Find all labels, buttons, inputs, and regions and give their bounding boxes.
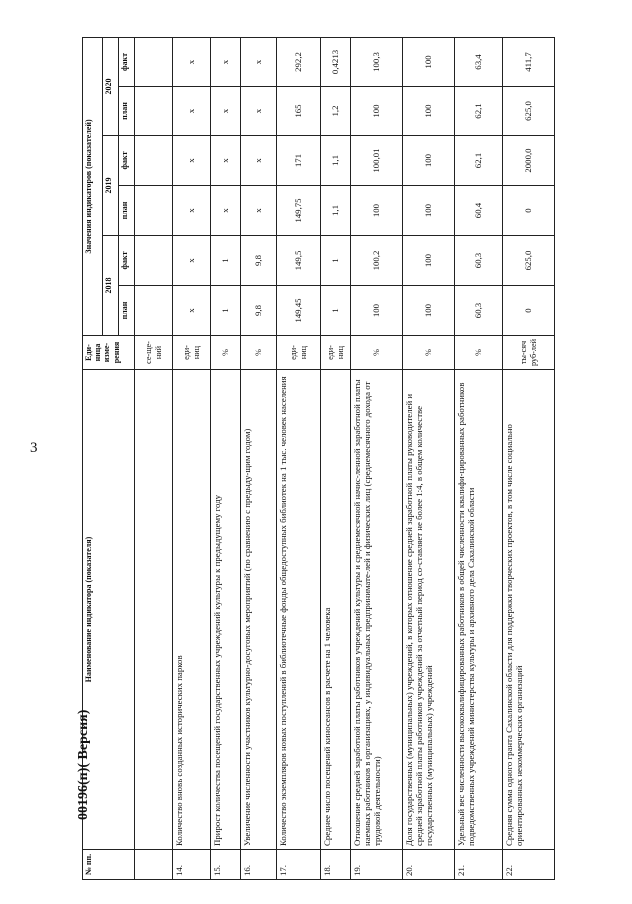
value-cell: 100 <box>403 286 455 336</box>
value-cell: 625,0 <box>503 236 555 286</box>
header-fact: факт <box>119 136 135 186</box>
indicators-table-container <box>82 38 542 880</box>
header-values: Значения индикаторов (показателей) <box>83 37 103 335</box>
row-number: 15. <box>211 850 241 880</box>
table-row <box>211 37 241 879</box>
value-cell: 9,8 <box>241 236 277 286</box>
indicators-table <box>82 37 555 880</box>
value-cell: 1,1 <box>321 186 351 236</box>
indicator-name: Количество экземпляров новых поступлений в библиотечные фонды общедоступных библиотек на 1 тыс. человек населения <box>277 370 321 850</box>
indicator-name: Доля государственных (муниципальных) учреждений, в которых отношение средней заработной платы руководителей и средней заработной платы работников учреждений за отчетный период со-ставляет не более 1:4, в общем количестве государственных (муниципальных) учреждений <box>403 370 455 850</box>
header-plan: план <box>119 186 135 236</box>
value-cell: 60,3 <box>455 286 503 336</box>
header-fact: факт <box>119 236 135 286</box>
table-row <box>403 37 455 879</box>
indicator-name: Средняя сумма одного гранта Сахалинской области для поддержки творческих проектов, в том числе социально ориентированных некоммерческих организаций <box>503 370 555 850</box>
row-number: 18. <box>321 850 351 880</box>
table-row <box>241 37 277 879</box>
row-number: 22. <box>503 850 555 880</box>
value-cell: x <box>173 136 211 186</box>
value-cell: 165 <box>277 87 321 136</box>
row-number: 14. <box>173 850 211 880</box>
header-plan: план <box>119 87 135 136</box>
value-cell: x <box>173 87 211 136</box>
unit-cell: се-ще-ний <box>135 336 173 370</box>
header-fact: факт <box>119 37 135 86</box>
value-cell: 60,3 <box>455 236 503 286</box>
value-cell: 100 <box>351 87 403 136</box>
table-row <box>503 37 555 879</box>
value-cell: x <box>173 236 211 286</box>
value-cell: 1 <box>321 236 351 286</box>
table-row <box>135 37 173 879</box>
value-cell: 149,75 <box>277 186 321 236</box>
value-cell: 0,4213 <box>321 37 351 86</box>
unit-cell: еди-ниц <box>277 336 321 370</box>
row-number: 21. <box>455 850 503 880</box>
value-cell: 100 <box>403 236 455 286</box>
indicator-name: Среднее число посещений киносеансов в расчете на 1 человека <box>321 370 351 850</box>
value-cell: x <box>173 186 211 236</box>
value-cell: 100,2 <box>351 236 403 286</box>
table-row <box>321 37 351 879</box>
unit-cell: % <box>403 336 455 370</box>
value-cell: 411,7 <box>503 37 555 86</box>
value-cell: 1 <box>211 236 241 286</box>
row-number: 19. <box>351 850 403 880</box>
indicator-name: Количество вновь созданных исторических парков <box>173 370 211 850</box>
value-cell: x <box>173 286 211 336</box>
value-cell: 171 <box>277 136 321 186</box>
value-cell: 149,45 <box>277 286 321 336</box>
value-cell: 100 <box>403 37 455 86</box>
value-cell: 0 <box>503 286 555 336</box>
value-cell: 292,2 <box>277 37 321 86</box>
value-cell: x <box>241 186 277 236</box>
row-number: 16. <box>241 850 277 880</box>
value-cell: 1 <box>321 286 351 336</box>
unit-cell: еди-ниц <box>321 336 351 370</box>
value-cell: 2000,0 <box>503 136 555 186</box>
indicator-name: Удельный вес численности высококвалифицированных работников в общей численности квалифи-цированных работников подведомственных учреждений министерства культуры и архивного дела Сахалинской области <box>455 370 503 850</box>
value-cell: x <box>241 87 277 136</box>
table-row <box>277 37 321 879</box>
value-cell: x <box>211 87 241 136</box>
indicator-name: Отношение средней заработной платы работников учреждений культуры и среднемесячной начис-ленной заработной платы наемных работников в организациях, у индивидуальных предпринимате-лей и физических лиц (среднемесячного дохода от трудовой деятельности) <box>351 370 403 850</box>
value-cell: 100 <box>351 286 403 336</box>
unit-cell: % <box>455 336 503 370</box>
value-cell: 100,3 <box>351 37 403 86</box>
page-number: 3 <box>30 440 38 456</box>
unit-cell: % <box>241 336 277 370</box>
header-num: № пп. <box>83 850 135 880</box>
unit-cell: % <box>351 336 403 370</box>
value-cell: 100 <box>403 87 455 136</box>
value-cell: 625,0 <box>503 87 555 136</box>
value-cell: x <box>173 37 211 86</box>
unit-cell: ты-сяч руб-лей <box>503 336 555 370</box>
header-2020: 2020 <box>103 37 119 135</box>
value-cell: 1,2 <box>321 87 351 136</box>
row-number: 20. <box>403 850 455 880</box>
indicator-name: Прирост количества посещений государственных учреждений культуры к предыдущему году <box>211 370 241 850</box>
header-plan: план <box>119 286 135 336</box>
indicator-name: Увеличение численности участников культурно-досуговых мероприятий (по сравнению с предыду-щим годом) <box>241 370 277 850</box>
value-cell: x <box>211 136 241 186</box>
value-cell: 62,1 <box>455 87 503 136</box>
header-unit: Еди-ница изме-рения <box>83 336 135 370</box>
table-row <box>173 37 211 879</box>
value-cell: x <box>241 136 277 186</box>
value-cell: 149,5 <box>277 236 321 286</box>
header-name: Наименование индикатора (показателя) <box>83 370 135 850</box>
value-cell: 100 <box>403 136 455 186</box>
unit-cell: еди-ниц <box>173 336 211 370</box>
value-cell: 1,1 <box>321 136 351 186</box>
value-cell: 62,1 <box>455 136 503 186</box>
header-2019: 2019 <box>103 136 119 236</box>
value-cell: 0 <box>503 186 555 236</box>
value-cell: x <box>211 186 241 236</box>
value-cell: x <box>241 37 277 86</box>
value-cell: 1 <box>211 286 241 336</box>
table-row <box>351 37 403 879</box>
value-cell: x <box>211 37 241 86</box>
table-row <box>455 37 503 879</box>
row-number: 17. <box>277 850 321 880</box>
value-cell: 63,4 <box>455 37 503 86</box>
unit-cell: % <box>211 336 241 370</box>
value-cell: 100 <box>351 186 403 236</box>
value-cell: 60,4 <box>455 186 503 236</box>
header-2018: 2018 <box>103 236 119 336</box>
value-cell: 9,8 <box>241 286 277 336</box>
value-cell: 100,01 <box>351 136 403 186</box>
value-cell: 100 <box>403 186 455 236</box>
